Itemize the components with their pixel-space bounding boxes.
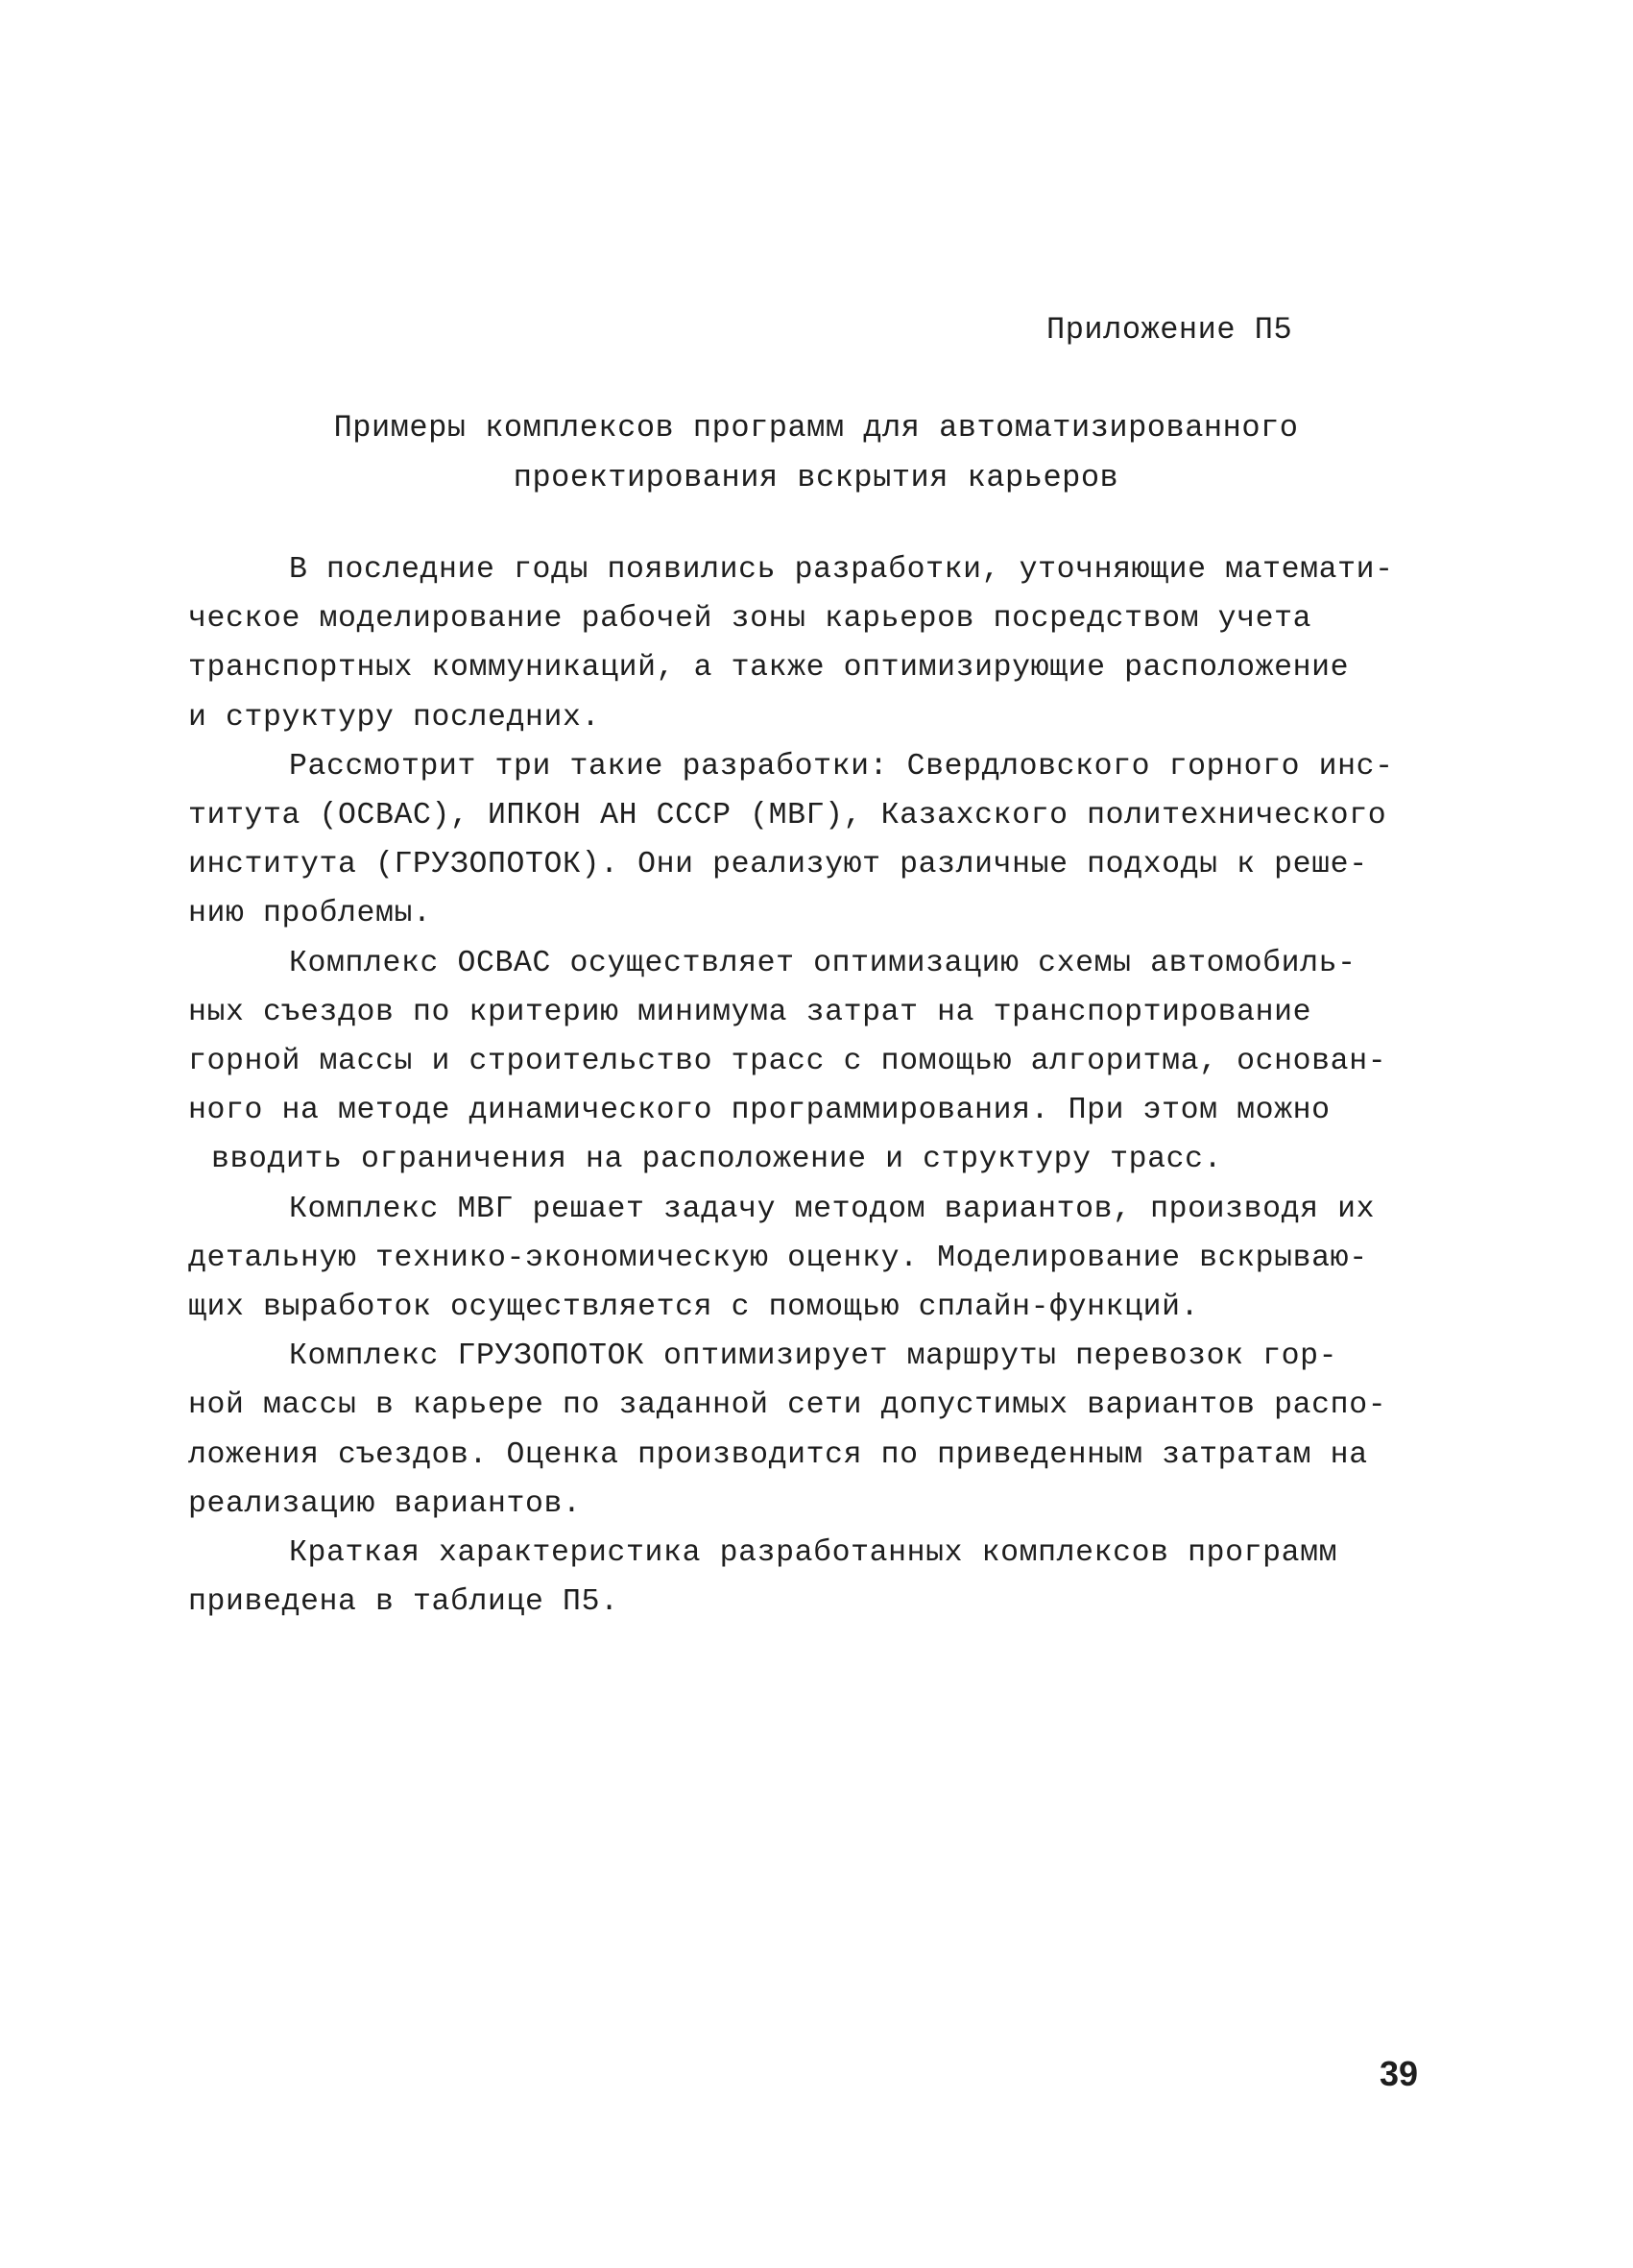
text-line: титута (ОСВАС), ИПКОН АН СССР (МВГ), Казахского политехнического xyxy=(188,799,1387,833)
appendix-label: Приложение П5 xyxy=(1046,312,1293,348)
text-line: Рассмотрит три такие разработки: Свердловского горного инс- xyxy=(289,749,1394,784)
text-line: нию проблемы. xyxy=(188,897,432,931)
text-line: щих выработок осуществляется с помощью сплайн-функций. xyxy=(188,1291,1200,1325)
body-text xyxy=(188,545,1465,1627)
text-line: ных съездов по критерию минимума затрат на транспортирование xyxy=(188,995,1312,1029)
text-line: ной массы в карьере по заданной сети допустимых вариантов распо- xyxy=(188,1388,1387,1423)
text-line: горной массы и строительство трасс с помощью алгоритма, основан- xyxy=(188,1045,1387,1079)
text-line: Комплекс ГРУЗОПОТОК оптимизирует маршруты перевозок гор- xyxy=(289,1339,1338,1374)
text-line: реализацию вариантов. xyxy=(188,1486,582,1521)
text-line: ческое моделирование рабочей зоны карьеров посредством учета xyxy=(188,602,1312,637)
title-line-2: проектирования вскрытия карьеров xyxy=(513,460,1119,495)
text-line: приведена в таблице П5. xyxy=(188,1585,619,1620)
text-line: вводить ограничения на расположение и структуру трасс. xyxy=(211,1143,1223,1177)
page-number: 39 xyxy=(1380,2054,1419,2093)
text-line: и структуру последних. xyxy=(188,700,601,735)
text-line: ного на методе динамического программирования. При этом можно xyxy=(188,1094,1331,1128)
text-line: Комплекс ОСВАС осуществляет оптимизацию схемы автомобиль- xyxy=(289,946,1357,980)
text-line: Комплекс МВГ решает задачу методом вариантов, производя их xyxy=(289,1192,1376,1226)
text-line: института (ГРУЗОПОТОК). Они реализуют различные подходы к реше- xyxy=(188,848,1368,882)
text-line: ложения съездов. Оценка производится по приведенным затратам на xyxy=(188,1437,1368,1472)
text-line: В последние годы появились разработки, уточняющие математи- xyxy=(289,553,1394,587)
text-line: транспортных коммуникаций, а также оптимизирующие расположение xyxy=(188,651,1350,686)
title-line-1: Примеры комплексов программ для автоматизированного xyxy=(333,410,1299,446)
document-title xyxy=(221,403,1411,503)
text-line: Краткая характеристика разработанных комплексов программ xyxy=(289,1536,1338,1571)
text-line: детальную технико-экономическую оценку. Моделирование вскрываю- xyxy=(188,1241,1368,1275)
